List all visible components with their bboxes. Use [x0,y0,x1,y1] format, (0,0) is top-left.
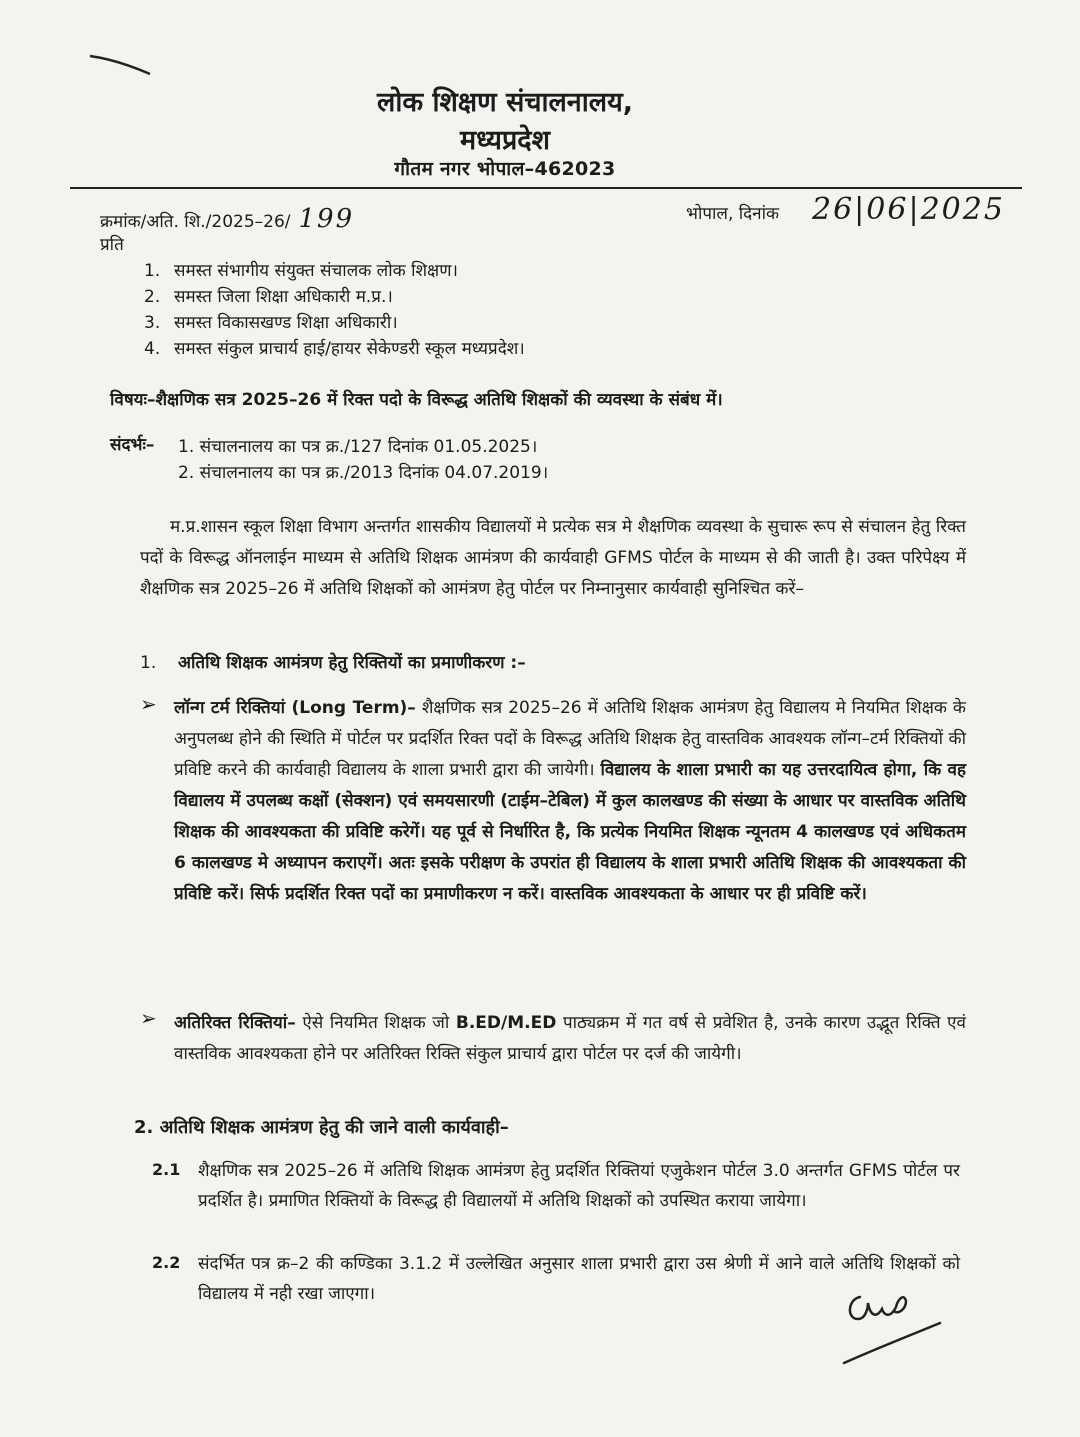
handwritten-signature [820,1285,950,1380]
subsection-text: शैक्षणिक सत्र 2025–26 में अतिथि शिक्षक आमंत्रण हेतु प्रदर्शित रिक्तियां एजुकेशन पोर्टल 3.0 अन्तर्गत GFMS पोर्टल पर प्रदर्शित है। प्रमाणित रिक्तियों के विरूद्ध ही विद्यालयों में अतिथि शिक्षकों को उपस्थित कराया जायेगा। [198,1161,960,1211]
date-label: भोपाल, दिनांक [686,204,780,224]
addressee-item: 4. समस्त संकुल प्राचार्य हाई/हायर सेकेण्डरी स्कूल मध्यप्रदेश। [144,339,525,359]
addressee-item: 2. समस्त जिला शिक्षा अधिकारी म.प्र.। [144,287,393,307]
references-label: संदर्भः– [110,435,155,455]
reference-item: 2. संचालनालय का पत्र क्र./2013 दिनांक 04.07.2019। [178,463,549,483]
addressee-item: 3. समस्त विकासखण्ड शिक्षा अधिकारी। [144,313,398,333]
header-divider [70,187,1022,189]
section-2-heading: 2. अतिथि शिक्षक आमंत्रण हेतु की जाने वाली कार्यवाही– [134,1117,509,1138]
bullet-lead: अतिरिक्त रिक्तियां– [174,1013,296,1033]
long-term-vacancies-bullet: लॉन्ग टर्म रिक्तियां (Long Term)– शैक्षणिक सत्र 2025–26 में अतिथि शिक्षक आमंत्रण हेतु विद्यालय मे नियमित शिक्षक के अनुपलब्ध होने की स्थिति में पोर्टल पर प्रदर्शित रिक्त पदों के विरूद्ध अतिथि शिक्षक हेतु वास्तविक आवश्यक लॉन्ग–टर्म रिक्तियों की प्रविष्टि करने की कार्यवाही विद्यालय के शाला प्रभारी द्वारा की जायेगी। विद्यालय के शाला प्रभारी का यह उत्तरदायित्व होगा, कि वह विद्यालय में उपलब्ध कक्षों (सेक्शन) एवं समयसारणी (टाईम–टेबिल) में कुल कालखण्ड की संख्या के आधार पर वास्तविक अतिथि शिक्षक की आवश्यकता की प्रविष्टि करेगें। यह पूर्व से निर्धारित है, कि प्रत्येक नियमित शिक्षक न्यूनतम 4 कालखण्ड एवं अधिकतम 6 कालखण्ड मे अध्यापन कराएगें। अतः इसके परीक्षण के उपरांत ही विद्यालय के शाला प्रभारी अतिथि शिक्षक की आवश्यकता की प्रविष्टि करें। सिर्फ प्रदर्शित रिक्त पदों का प्रमाणीकरण न करें। वास्तविक आवश्यकता के आधार पर ही प्रविष्टि करें। [174,698,967,904]
subsection-text: संदर्भित पत्र क्र–2 की कण्डिका 3.1.2 में उल्लेखित अनुसार शाला प्रभारी द्वारा उस श्रेणी में आने वाले अतिथि शिक्षकों को विद्यालय में नही रखा जाएगा। [198,1254,960,1304]
subsection-number: 2.1 [152,1160,181,1179]
pen-stroke-mark [88,48,158,78]
bullet-arrow-icon: ➢ [140,692,157,716]
to-label: प्रति [100,235,124,255]
bullet-arrow-icon: ➢ [140,1006,157,1030]
section-1-heading: 1. अतिथि शिक्षक आमंत्रण हेतु रिक्तियों का प्रमाणीकरण :– [140,653,526,673]
reference-prefix: क्रमांक/अति. शि./2025–26/ [100,212,291,232]
subsection-number: 2.2 [152,1253,181,1272]
org-name: लोक शिक्षण संचालनालय, [377,87,633,118]
org-state: मध्यप्रदेश [459,125,551,156]
reference-item: 1. संचालनालय का पत्र क्र./127 दिनांक 01.05.2025। [178,437,538,457]
subject-line: विषयः–शैक्षणिक सत्र 2025–26 में रिक्त पदो के विरूद्ध अतिथि शिक्षकों की व्यवस्था के संबंध में। [110,390,723,410]
reference-handwritten-number: 199 [298,204,355,234]
bullet-lead: लॉन्ग टर्म रिक्तियां (Long Term)– [174,698,416,718]
additional-vacancies-bullet: अतिरिक्त रिक्तियां– ऐसे नियमित शिक्षक जो B.ED/M.ED पाठ्यक्रम में गत वर्ष से प्रवेशित है, उनके कारण उद्भूत रिक्ति एवं वास्तविक आवश्यकता होने पर अतिरिक्त रिक्ति संकुल प्राचार्य द्वारा पोर्टल पर दर्ज की जायेगी। [174,1013,967,1064]
intro-paragraph: म.प्र.शासन स्कूल शिक्षा विभाग अन्तर्गत शासकीय विद्यालयों मे प्रत्येक सत्र मे शैक्षणिक व्यवस्था के सुचारू रूप से संचालन हेतु रिक्त पदों के विरूद्ध ऑनलाईन माध्यम से अतिथि शिक्षक आमंत्रण की कार्यवाही GFMS पोर्टल के माध्यम से की जाती है। उक्त परिपेक्ष्य में शैक्षणिक सत्र 2025–26 में अतिथि शिक्षकों को आमंत्रण हेतु पोर्टल पर निम्नानुसार कार्यवाही सुनिश्चित करें– [140,517,966,599]
addressee-item: 1. समस्त संभागीय संयुक्त संचालक लोक शिक्षण। [144,261,458,281]
date-handwritten: 26|06|2025 [812,192,1005,227]
org-address: गौतम नगर भोपाल–462023 [394,158,616,180]
reference-number [100,204,354,234]
